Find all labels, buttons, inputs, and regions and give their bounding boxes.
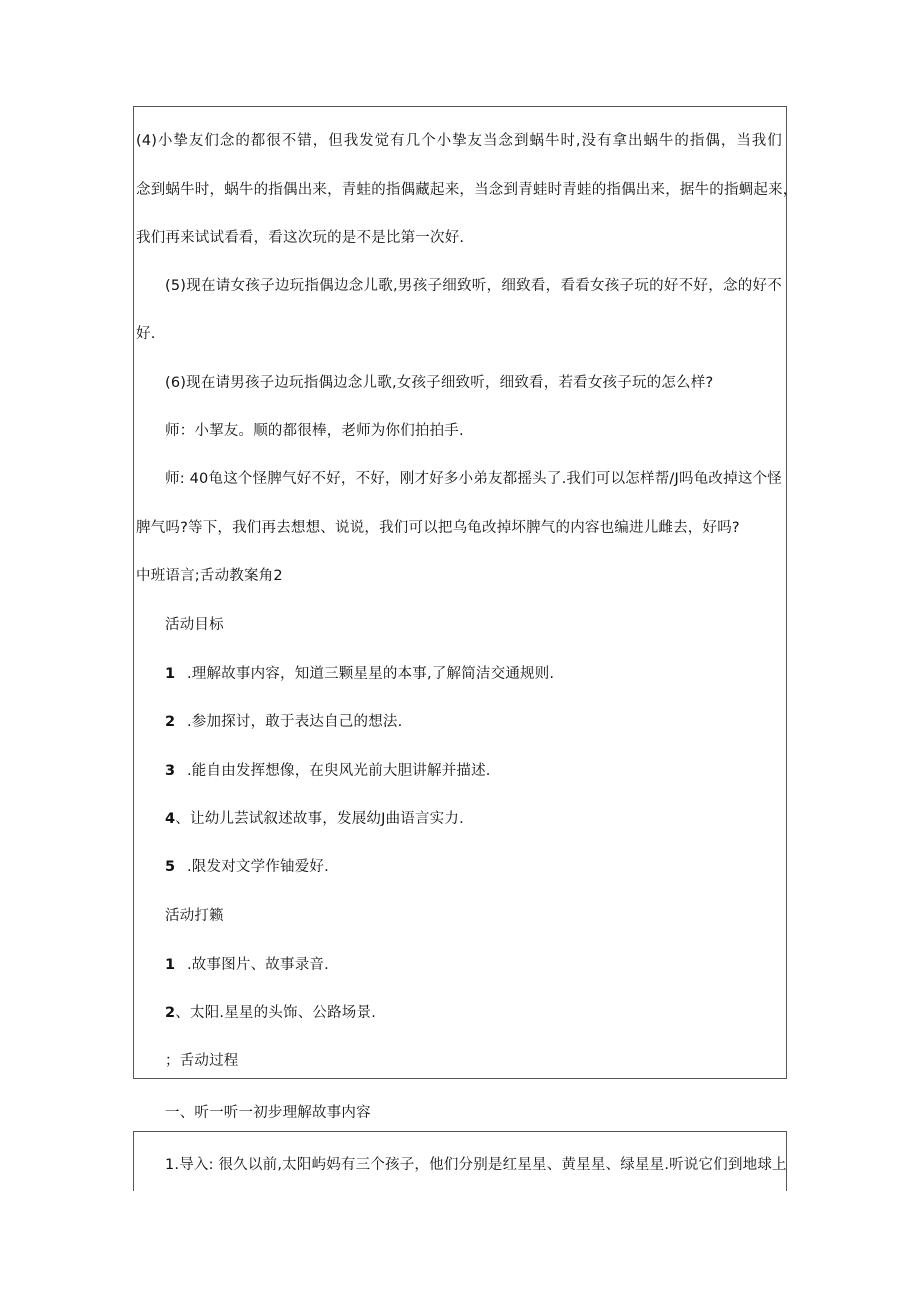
- section-title: 中班语言;舌动教案角2: [136, 568, 283, 584]
- goal-text: .能自由发挥想像，在臾风光前大胆讲解并描述.: [187, 763, 491, 779]
- goals-heading: 活动目标: [165, 617, 224, 633]
- teacher-line-2b: 脾气吗?等下，我们再去想想、说说，我们可以把乌龟改掉坏脾气的内容也编进儿雌去，好吗?: [136, 520, 740, 536]
- intro-line: 1.导入: 很久以前,太阳屿妈有三个孩子，他们分别是红星星、黄星星、绿星星.听说它们到地球上: [165, 1157, 787, 1173]
- paragraph-4-line-1: (4)小挚友们念的都很不错，但我发觉有几个小挚友当念到蜗牛时,没有拿出蜗牛的指偶，当我们: [136, 133, 782, 149]
- paragraph-4-line-2: 念到蜗牛时，蜗牛的指偶出来，青蛙的指偶藏起来，当念到青蛙时青蛙的指偶出来，据牛的指蜩起来，: [136, 182, 798, 198]
- paragraph-5-line-2: 好.: [136, 326, 156, 342]
- part-one-heading: 一、听一听一初步理解故事内容: [165, 1105, 371, 1121]
- goal-number: 3: [165, 763, 176, 779]
- goal-number: 5: [165, 859, 176, 875]
- teacher-line-2a: 师: 40龟这个怪脾气好不好，不好，刚才好多小弟友都摇头了.我们可以怎样帮/J吗龟改掉这个怪: [165, 471, 782, 487]
- goal-number: 2: [165, 714, 176, 730]
- goal-text: .参加探讨，敢于表达自己的想法.: [187, 714, 403, 730]
- prep-heading: 活动打籁: [165, 908, 224, 924]
- goal-item: [165, 664, 554, 684]
- paragraph-4-line-3: 我们再来试试看看，看这次玩的是不是比第一次好.: [136, 230, 465, 246]
- paragraph-5-line-1: (5)现在请女孩子边玩指偶边念儿歌,男孩子细致听，细致看，看看女孩子玩的好不好，念的好不: [165, 278, 782, 294]
- prep-item: [165, 1003, 376, 1023]
- goal-item: [165, 761, 491, 781]
- goal-text: .限发对文学作铀爱好.: [187, 859, 329, 875]
- prep-number: 1: [165, 957, 176, 973]
- prep-number: 2: [165, 1005, 176, 1021]
- goal-item: [165, 857, 329, 877]
- goal-number: 4: [165, 811, 176, 827]
- goal-number: 1: [165, 666, 176, 682]
- content-frame-top: [133, 106, 798, 1079]
- prep-item: [165, 955, 329, 975]
- goal-item: [165, 809, 464, 829]
- goal-text: 、让幼儿芸试叙述故事，发展幼J曲语言实力.: [175, 811, 464, 827]
- paragraph-6-line-1: (6)现在请男孩子边玩指偶边念儿歌,女孩子细致听，细致看，若看女孩子玩的怎么样?: [165, 375, 714, 391]
- prep-text: 、太阳.星星的头饰、公路场景.: [175, 1005, 377, 1021]
- goal-item: [165, 712, 402, 732]
- process-heading: ；舌动过程: [165, 1053, 239, 1069]
- prep-text: .故事图片、故事录音.: [187, 957, 329, 973]
- goal-text: .理解故事内容，知道三颗星星的本事,了解简洁交通规则.: [187, 666, 555, 682]
- teacher-line-1: 师：小挈友。顺的都很棒，老师为你们拍拍手.: [165, 423, 464, 439]
